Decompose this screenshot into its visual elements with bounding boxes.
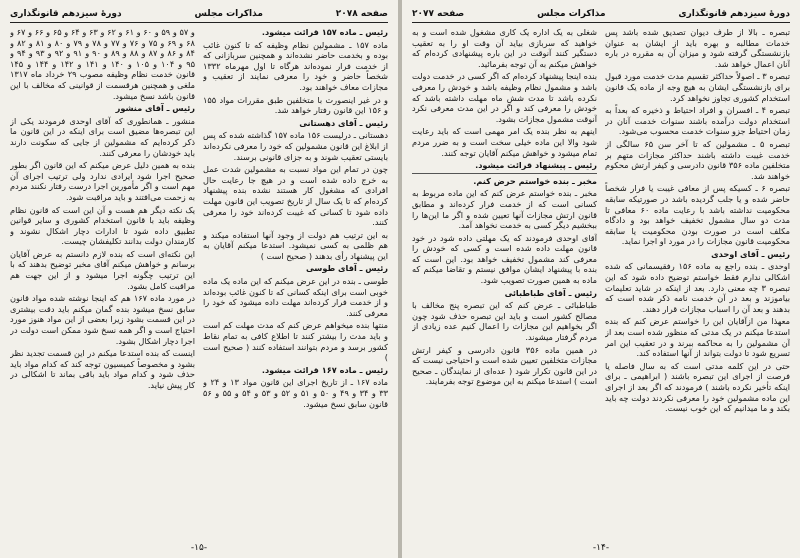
paragraph: معهذا من ازآقایان این را خواستم عرض کنم که بنده استدعا میکنم در یک مدتی که منظور شده است بعد از آن مشمولین را به محاکمه ببرند و در تعقیب این امر تسریع شود تا دولت بتواند از آنها استفاده کند.: [605, 316, 790, 359]
right-page: [402, 0, 800, 558]
speaker-line: رئیس ـ آقای منشور: [115, 103, 195, 114]
left-running-head: [10, 8, 388, 23]
speaker-line: رئیس ـ آقای طباطبائی: [504, 287, 597, 298]
right-header-page: صفحه ۲۰۷۷: [412, 9, 465, 19]
paragraph: و ۵۷ و ۵۹ و ۶۰ و ۶۱ و ۶۲ و ۶۳ و ۶۴ و ۶۵ و ۶۶ و ۶۷ و ۶۸ و ۶۹ و ۷۵ و ۷۶ و ۷۷ و ۷۸ و ۷۹ و ۸۰ و ۸۱ و ۸۲ و ۸۴ و ۸۶ و ۸۷ و ۸۸ و ۸۹ و ۹۰ و ۹۱ و ۹۲ و ۹۳ و ۹۴ و ۹۵ و ۱۰۴ و ۱۰۵ و ۱۴۰ و ۱۴۱ و ۱۴۲ و ۱۴۴ و ۱۴۵ قانون خدمت نظام وظیفه مصوب ۲۹ خرداد ماه ۱۳۱۷ ملغی و همچنین هرقسمت از قوانینی که مخالف با این قانون باشد نسخ میشود.: [10, 27, 195, 101]
right-col-2: [412, 27, 597, 539]
paragraph: مخبر ـ بنده خواستم عرض کنم که این ماده مربوط به کسانی است که از خدمت فرار کرده‌اند و مطابق قانون ارتش مجازات آنها تعیین شده و اگر ما این‌ها را ببخشیم دیگر کسی به خدمت نخواهد آمد.: [412, 188, 597, 231]
left-col-2: [10, 27, 195, 539]
paragraph: حتی در این کلمه مدتی است که به سال فاصله یا فرصت از اجرای این تبصره باشند ( ابراهیمی ـ برای اینکه تأخیر نکرده باشند ) فرمودند که اگر بعد از اجرای این ماده مشمولین خود را معرفی نکردند دولت چه باید بکند و ما میدانیم که این خوب نیست.: [605, 360, 790, 414]
speaker-line: رئیس ـ پیشنهاد قرائت میشود.: [475, 160, 597, 171]
speaker-line: رئیس ـ آقای اوحدی: [711, 248, 790, 259]
right-col-1: [605, 27, 790, 539]
left-columns: [10, 27, 388, 539]
paragraph: تبصره ۶ ـ کسیکه پس از معافی غیبت یا فرار شخصاً حاضر شده و یا جلب گردیده باشد در صورتیکه سابقه محکومیت نداشته باشد با رعایت ماده ۶۰ معافی تا مدت دو سال مشمول تخفیف خواهد بود و دادگاه مکلف است در صورت بودن محکومیت یا سابقه محکومیت قانون مجازات را در مورد او اجرا نماید.: [605, 183, 790, 247]
right-columns: [412, 27, 790, 539]
paragraph: طوسی ـ بنده در این عرض میکنم که این ماده یک ماده خوبی است برای اینکه کسانی که تا کنون غائب بوده‌اند و از خدمت فرار کرده‌اند مهلت داده میشود که خود را معرفی کنند.: [203, 276, 388, 318]
speaker-line: رئیس ـ ماده ۱۵۷ قرائت میشود.: [261, 27, 388, 37]
paragraph: شغلی به یک اداره یک کاری مشغول شده است و به خواهید که سربازی بیاید آن وقت او را به تعقیب دستگیر کنند آنوقت در این باره پیشنهادی کرده‌ام که خواهش میکنم به آن توجه بفرمائید.: [412, 27, 597, 69]
left-header-title: مذاکرات مجلس: [194, 9, 263, 19]
paragraph: در مورد ماده ۱۶۷ هم که اینجا نوشته شده مواد قانون سابق نسخ میشود بنده گمان میکنم باید دقت بیشتری در این قسمت بشود زیرا بعضی از این مواد هنوز مورد احتیاج است و اگر همه نسخ شود ممکن است دولت در اجرا دچار اشکال بشود.: [10, 293, 195, 346]
paragraph: طباطبائی ـ عرض کنم که این تبصره پنج مخالف با مصالح کشور است و باید این تبصره حذف شود چون اگر بخواهیم این مجازات را اعمال کنیم عده زیادی از مردم گرفتار میشوند.: [412, 300, 597, 343]
paragraph: آقای اوحدی فرمودند که یک مهلتی داده شود در خود قانون مهلت داده شده است و کسی که خودش را معرفی کند مشمول تخفیف خواهد بود. این است که بنده با پیشنهاد ایشان موافق نیستم و تقاضا میکنم که ماده به همین صورت تصویب شود.: [412, 232, 597, 286]
left-page: [0, 0, 398, 558]
paragraph: اینهم به نظر بنده یک امر مهمی است که باید رعایت شود والا این ماده خیلی سخت است و به ضرر مردم تمام میشود و خواهش میکنم آقایان توجه کنند.: [412, 126, 597, 158]
paragraph: منشور ـ همانطوری که آقای اوحدی فرمودند یکی از این تبصره‌ها مضیق است برای اینکه در این قانون ما ذکر کرده‌ایم که مشمولین از جایی که سکونت دارند باید خودشان را معرفی کنند.: [10, 115, 195, 158]
paragraph: دهستانی ـ درلیست ۱۵۶ ماده ۱۵۷ گذاشته شده که پس از ابلاغ این قانون مشمولین که خود را معرفی نکرده‌اند بایستی تعقیب شوند و به جزای قانونی برسند.: [203, 130, 388, 162]
paragraph: چون در تمام این مواد نسبت به مشمولین شدت عمل به خرج داده شده است و در هیچ جا رعایت حال افرادی که مشغول کار هستند نشده بنده پیشنهاد کرده‌ام که تا یک سال از تاریخ تصویب این قانون مهلت داده شود تا کسانی که غیبت کرده‌اند خود را معرفی کنند.: [203, 164, 388, 228]
paragraph: ماده ۱۶۷ ـ از تاریخ اجرای این قانون مواد ۱۳ و ۲۴ و ۳۳ و ۳۴ و ۴۹ و ۵۰ و ۵۱ و ۵۲ و ۵۳ و ۵۴ و ۵۵ و ۵۶ قانون سابق نسخ میشود.: [203, 377, 388, 409]
paragraph: اینست که بنده استدعا میکنم در این قسمت تجدید نظر بشود و مخصوصاً کمیسیون توجه کند که کدام مواد باید حذف شود و کدام مواد باید باقی بماند تا اشکالی در کار پیش نیاید.: [10, 348, 195, 390]
speaker-line: مخبر ـ بنده خواستم حرض کنم.: [473, 175, 597, 186]
paragraph: بنده اینجا پیشنهاد کرده‌ام که اگر کسی در خدمت دولت باشد و مشمول نظام وظیفه باشد و خودش را معرفی نکرده باشد تا مدت شش ماه مهلت داشته باشد که خودش را معرفی کند و اگر در این مدت معرفی نکرد آنوقت مشمول مجازات بشود.: [412, 71, 597, 124]
left-header-session: دورهٔ سیزدهم قانونگذاری: [10, 9, 122, 19]
right-running-head: [412, 8, 790, 23]
paragraph: اوحدی ـ بنده راجع به ماده ۱۵۶ رفقیسمانی که شده اشکالی ندارم فقط خواستم توضیح داده شود که این تبصره ۳ چه معنی دارد. بعد از اینکه در شاید تعلیمات بیاموزند و بعد در آن خدمت نامه ذکر شده است که بدهند و بعد آن را اسباب مجازات قرار دهند.: [605, 261, 790, 314]
right-folio: -۱۴-: [592, 543, 610, 553]
left-folio: -۱۵-: [190, 543, 208, 553]
left-col-1: [203, 27, 388, 539]
paragraph: بنده به همین دلیل عرض میکنم که این قانون اگر بطور صحیح اجرا شود ایرادی ندارد ولی ترتیب اجرای آن مهم است و اگر مأمورین اجرا درست رفتار نکنند مردم به زحمت می‌افتند و باید مراقبت شود.: [10, 160, 195, 202]
paragraph: تبصره ۵ ـ مشمولین که تا آخر سن ۶۵ سالگی از خدمت غیبت داشته باشند حداکثر مجازات متهم بر متخلفین ماده ۳۵۶ قانون دادرسی و کیفر ارتش محکوم خواهند شد.: [605, 138, 790, 181]
paragraph: تبصره ـ بالا از طرف دیوان تصدیق شده باشد پس خدمات مطالبه و بهره باید از ایشان به عنوان بازنشستگی گرفته شود و میزان آن به مقرره در باره آنان اعمال خواهد شد.: [605, 27, 790, 69]
paragraph: به این ترتیب هم دولت از وجود آنها استفاده میکند و هم ظلمی به کسی نمیشود. استدعا میکنم آقایان به این پیشنهاد رأی بدهند ( صحیح است ): [203, 229, 388, 261]
paragraph: و در غیر اینصورت با متخلفین طبق مقررات مواد ۱۵۵ و ۱۵۶ این قانون رفتار خواهد شد.: [203, 94, 388, 116]
paragraph: ماده ۱۵۷ ـ مشمولین نظام وظیفه که تا کنون غائب بوده و بخدمت حاضر نشده‌اند و همچنین سربازانی که از خدمت فرار نموده‌اند هرگاه تا اول مهرماه ۱۳۳۲ شخصاً حاضر و خود را معرفی نمایند از تعقیب و مجازات معاف خواهند بود.: [203, 39, 388, 92]
paragraph: یک نکته دیگر هم هست و آن این است که قانون نظام وظیفه باید با قانون استخدام کشوری و سایر قوانین تطبیق داده شود تا ادارات دچار اشکال نشوند و کارمندان دولت بدانند تکلیفشان چیست.: [10, 204, 195, 247]
speaker-line: رئیس ـ آقای دهستانی: [299, 117, 388, 128]
paragraph: تبصره ۳ ـ اصولاً حداکثر تقسیم مدت خدمت مورد قبول برای بازنشستگی ایشان به هیچ وجه از ماده یک قانون استخدام کشوری تجاوز نخواهد کرد.: [605, 71, 790, 103]
speaker-line: رئیس ـ ماده ۱۶۷ قرائت میشود.: [261, 364, 388, 375]
paragraph: تبصره ۴ ـ افسران و افراد احتیاط و ذخیره که بعداً به استخدام دولت درآمده باشند سنوات خدمت آنان در زمان احتیاط جزو سنوات خدمت محسوب می‌شود.: [605, 105, 790, 137]
section-rule: [412, 173, 597, 174]
right-header-title: مذاکرات مجلس: [537, 9, 606, 19]
right-header-session: دورهٔ سیزدهم قانونگذاری: [678, 9, 790, 19]
left-header-page: صفحه ۲۰۷۸: [335, 9, 388, 19]
paragraph: در همین ماده ۳۵۶ قانون دادرسی و کیفر ارتش مجازات متخلفین تعیین شده است و احتیاجی نیست که در این قانون تکرار شود ( عده‌ای از نمایندگان ـ صحیح است ) استدعا میکنم به این موضوع توجه بفرمایند.: [412, 344, 597, 387]
paragraph: منتها بنده میخواهم عرض کنم که مدت مهلت کم است و باید مدت را بیشتر کنند تا اطلاع کافی به تمام نقاط کشور برسد و مردم بتوانند استفاده کنند ( صحیح است ): [203, 320, 388, 363]
paragraph: این نکته‌ای است که بنده لازم دانستم به عرض آقایان برسانم و خواهش میکنم آقای مخبر توضیح بدهند که با این ترتیب چگونه اجرا میشود و از این جهت هم مراقبت کامل بشود.: [10, 248, 195, 291]
speaker-line: رئیس ـ آقای طوسی: [306, 263, 388, 274]
